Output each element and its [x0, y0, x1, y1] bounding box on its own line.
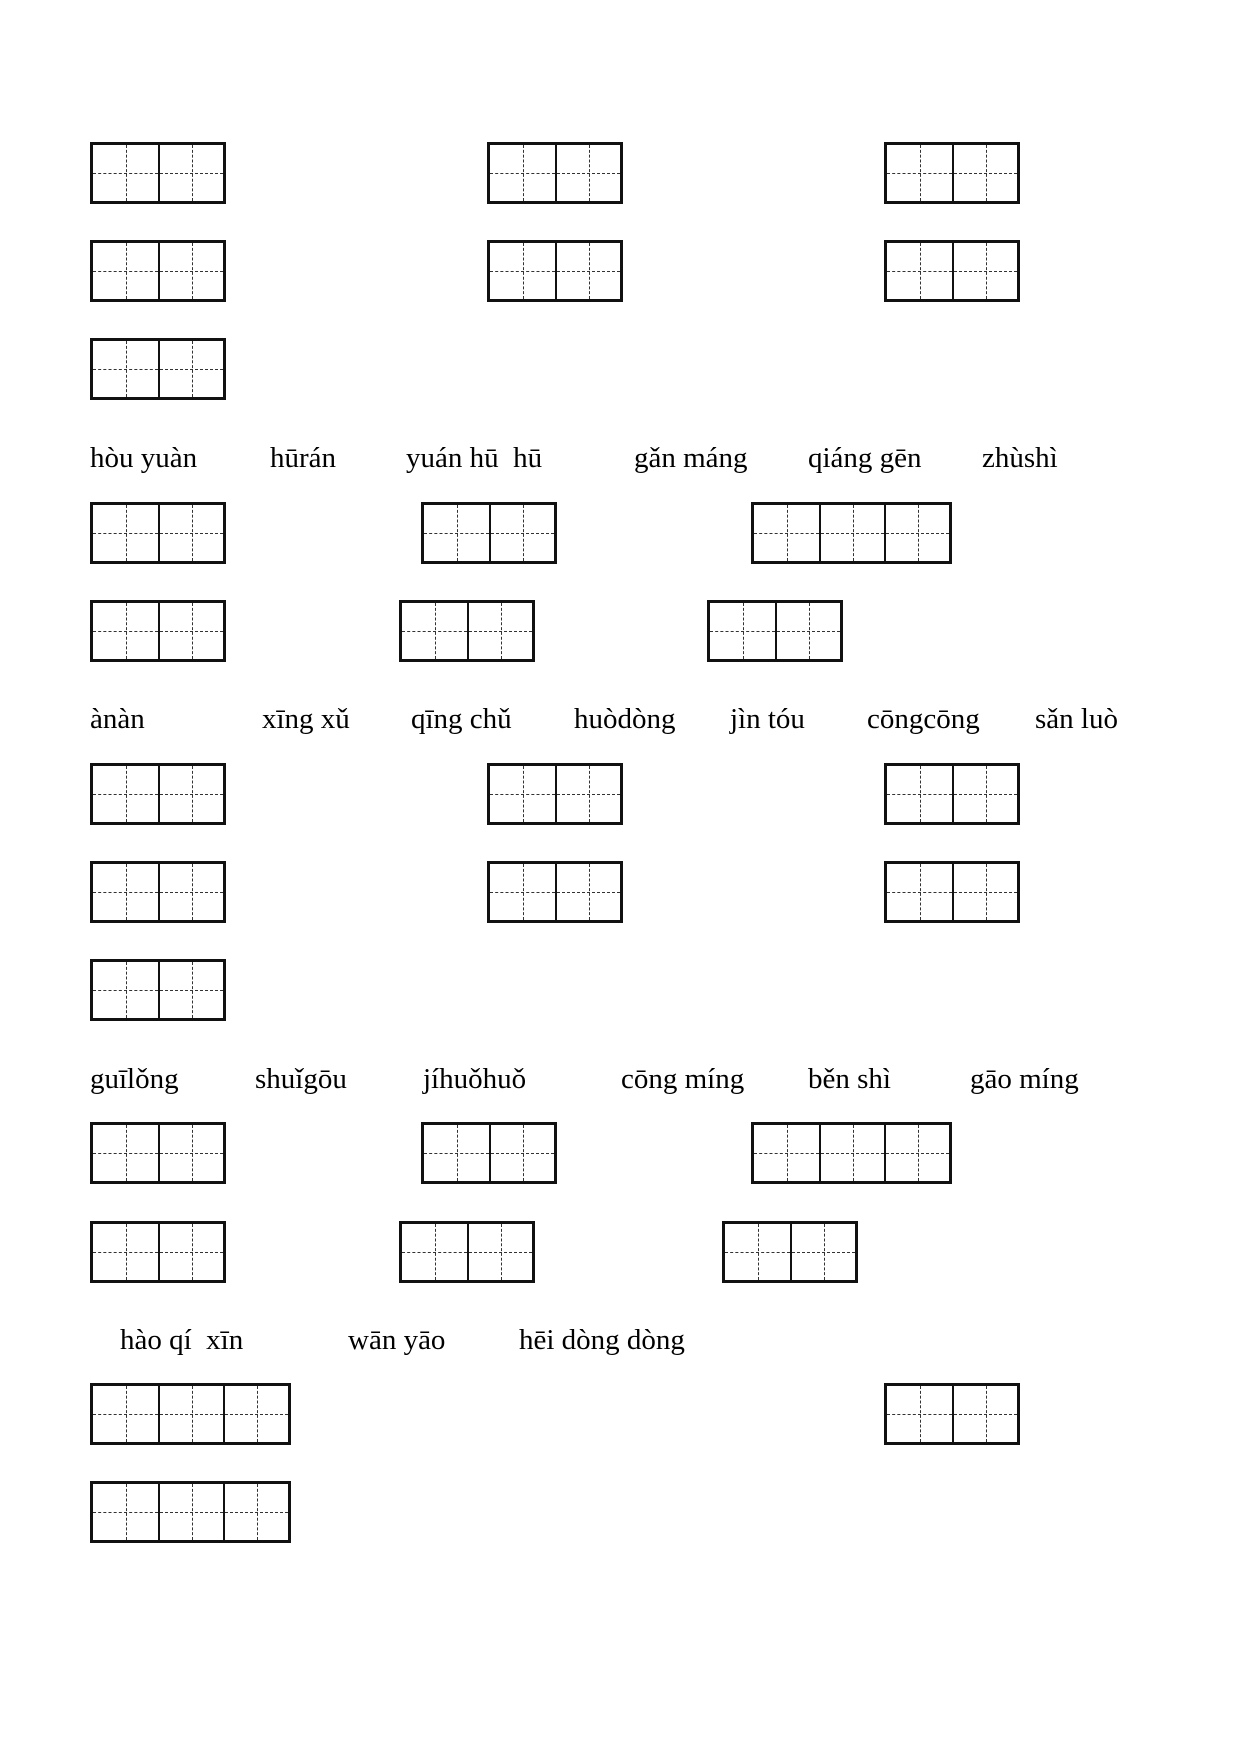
answer-box[interactable] — [90, 861, 226, 923]
pinyin-word: guīlǒng — [90, 1063, 179, 1095]
answer-box[interactable] — [90, 1481, 291, 1543]
answer-box[interactable] — [90, 338, 226, 400]
pinyin-word: ànàn — [90, 703, 145, 735]
pinyin-word: shuǐgōu — [255, 1063, 347, 1095]
answer-box[interactable] — [399, 1221, 535, 1283]
answer-box[interactable] — [399, 600, 535, 662]
pinyin-word: hūrán — [270, 442, 337, 474]
answer-box[interactable] — [722, 1221, 858, 1283]
pinyin-word: huòdòng — [574, 703, 676, 735]
answer-box[interactable] — [751, 1122, 952, 1184]
answer-box[interactable] — [884, 861, 1020, 923]
answer-box[interactable] — [90, 763, 226, 825]
answer-box[interactable] — [90, 1383, 291, 1445]
answer-box[interactable] — [90, 240, 226, 302]
pinyin-word: sǎn luò — [1035, 703, 1118, 735]
pinyin-word: jíhuǒhuǒ — [423, 1063, 527, 1095]
pinyin-word: gǎn máng — [634, 442, 748, 474]
pinyin-word: hòu yuàn — [90, 442, 198, 474]
pinyin-word: hēi dòng dòng — [519, 1324, 685, 1356]
pinyin-word: gāo míng — [970, 1063, 1079, 1095]
answer-box[interactable] — [487, 861, 623, 923]
answer-box[interactable] — [90, 502, 226, 564]
pinyin-word: qiáng gēn — [808, 442, 922, 474]
pinyin-word: cōngcōng — [867, 703, 980, 735]
answer-box[interactable] — [487, 142, 623, 204]
answer-box[interactable] — [421, 502, 557, 564]
answer-box[interactable] — [884, 763, 1020, 825]
answer-box[interactable] — [90, 1221, 226, 1283]
answer-box[interactable] — [421, 1122, 557, 1184]
pinyin-word: yuán hū hū — [406, 442, 543, 474]
pinyin-word: cōng míng — [621, 1063, 745, 1095]
answer-box[interactable] — [90, 600, 226, 662]
answer-box[interactable] — [884, 1383, 1020, 1445]
answer-box[interactable] — [884, 142, 1020, 204]
answer-box[interactable] — [707, 600, 843, 662]
answer-box[interactable] — [90, 142, 226, 204]
pinyin-word: běn shì — [808, 1063, 891, 1095]
pinyin-word: xīng xǔ — [262, 703, 350, 735]
answer-box[interactable] — [487, 240, 623, 302]
answer-box[interactable] — [884, 240, 1020, 302]
answer-box[interactable] — [751, 502, 952, 564]
pinyin-word: qīng chǔ — [411, 703, 512, 735]
answer-box[interactable] — [487, 763, 623, 825]
answer-box[interactable] — [90, 959, 226, 1021]
pinyin-word: jìn tóu — [730, 703, 805, 735]
answer-box[interactable] — [90, 1122, 226, 1184]
pinyin-word: wān yāo — [348, 1324, 446, 1356]
pinyin-word: zhùshì — [982, 442, 1058, 474]
pinyin-word: hào qí xīn — [120, 1324, 244, 1356]
